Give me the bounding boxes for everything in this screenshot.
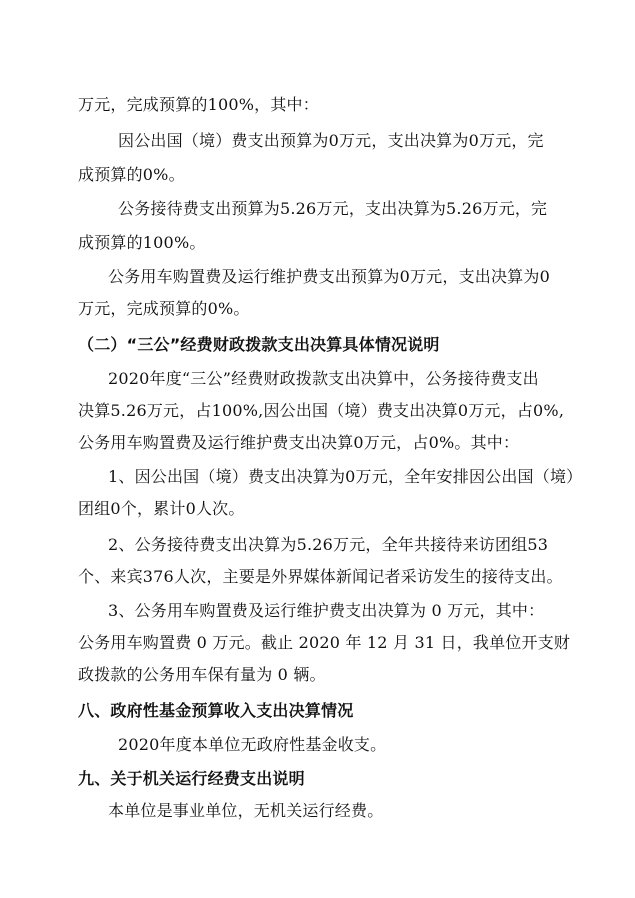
paragraph-line: 公务用车购置费及运行维护费支出决算0万元，占0%。其中：: [78, 433, 520, 452]
paragraph-line: 成预算的0%。: [78, 165, 185, 184]
paragraph-line: 2020年度“三公”经费财政拨款支出决算中，公务接待费支出: [108, 369, 539, 388]
section-heading: （二）“三公”经费财政拨款支出决算具体情况说明: [78, 335, 440, 354]
paragraph-line: 3、公务用车购置费及运行维护费支出决算为 0 万元，其中：: [108, 601, 545, 620]
paragraph-line: 公务用车购置费及运行维护费支出预算为0万元，支出决算为0: [108, 267, 550, 286]
paragraph-line: 本单位是事业单位，无机关运行经费。: [108, 801, 384, 820]
paragraph-line: 团组0个，累计0人次。: [78, 499, 245, 518]
paragraph-line: 个、来宾376人次，主要是外界媒体新闻记者采访发生的接待支出。: [78, 567, 563, 586]
section-heading: 九、关于机关运行经费支出说明: [78, 769, 305, 788]
paragraph-line: 公务用车购置费 0 万元。截止 2020 年 12 月 31 日，我单位开支财: [78, 633, 571, 652]
paragraph-line: 1、因公出国（境）费支出决算为0万元，全年安排因公出国（境）: [108, 467, 583, 486]
paragraph-line: 政拨款的公务用车保有量为 0 辆。: [78, 665, 326, 684]
section-heading: 八、政府性基金预算收入支出决算情况: [78, 701, 354, 720]
paragraph-line: 万元，完成预算的0%。: [78, 299, 250, 318]
paragraph-line: 公务接待费支出预算为5.26万元，支出决算为5.26万元，完: [118, 199, 548, 218]
paragraph-line: 2、公务接待费支出决算为5.26万元，全年共接待来访团组53: [108, 535, 549, 554]
paragraph-line: 因公出国（境）费支出预算为0万元，支出决算为0万元，完: [118, 131, 544, 150]
paragraph-line: 成预算的100%。: [78, 233, 206, 252]
paragraph-line: 决算5.26万元，占100%,因公出国（境）费支出决算0万元，占0%,: [78, 401, 565, 420]
paragraph-line: 2020年度本单位无政府性基金收支。: [118, 735, 387, 754]
paragraph-line: 万元，完成预算的100%，其中：: [78, 95, 319, 114]
